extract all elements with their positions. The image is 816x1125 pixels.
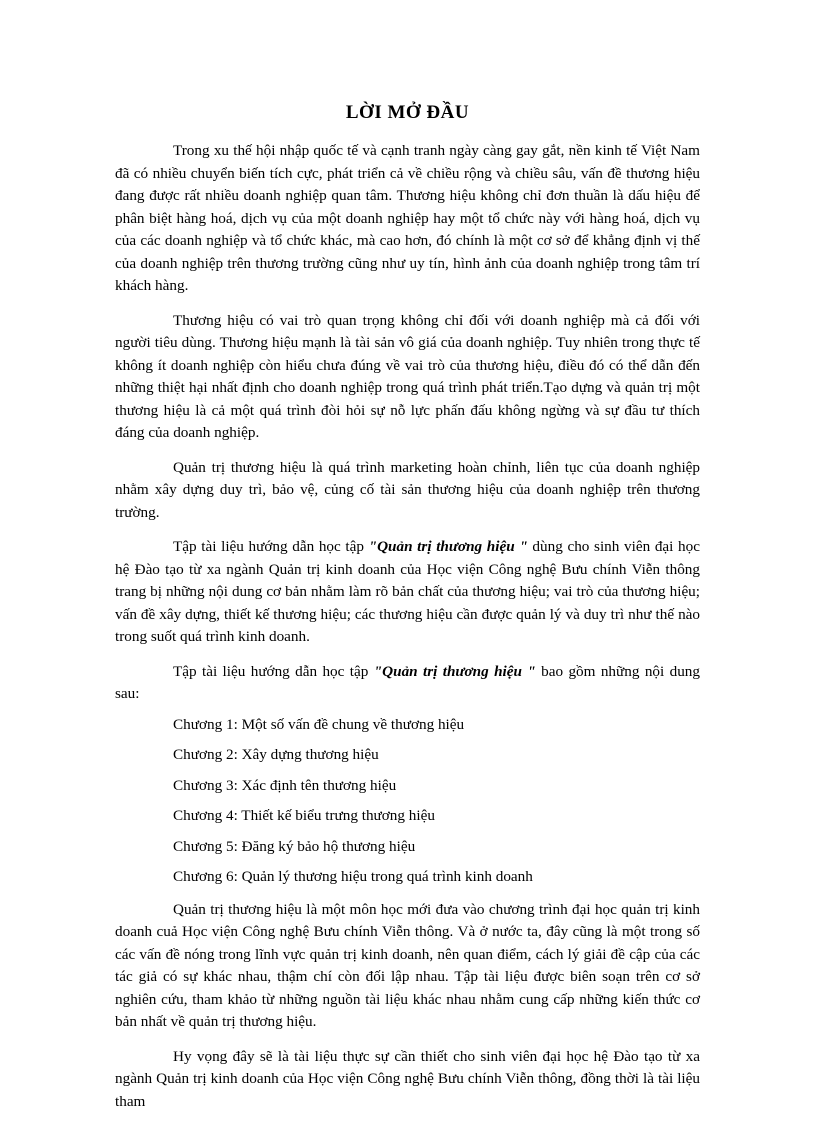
course-purpose-lead: Tập tài liệu hướng dẫn học tập [173, 538, 369, 555]
page-title: LỜI MỞ ĐẦU [345, 102, 470, 123]
chapter-item: Chương 5: Đăng ký bảo hộ thương hiệu [173, 837, 416, 855]
chapter-item: Chương 4: Thiết kế biểu trưng thương hiệu [173, 807, 435, 824]
paragraph-brand-management: Quản trị thương hiệu là quá trình marketing hoàn chỉnh, liên tục của doanh nghiệp nhằm xây dựng duy trì, bảo vệ, củng cố tài sản thương hiệu của doanh nghiệp trên thương trường. [115, 458, 700, 521]
chapter-item: Chương 3: Xác định tên thương hiệu [173, 776, 397, 794]
paragraph-contents-intro [115, 661, 700, 706]
document-body [115, 102, 700, 1125]
course-title-emphasis: "Quản trị thương hiệu " [368, 538, 528, 555]
course-title-emphasis: "Quản trị thương hiệu " [373, 662, 536, 680]
chapter-item: Chương 6: Quản lý thương hiệu trong quá trình kinh doanh [173, 868, 533, 885]
paragraph-hope: Hy vọng đây sẽ là tài liệu thực sự cần thiết cho sinh viên đại học hệ Đào tạo từ xa ngành Quản trị kinh doanh của Học viện Công nghệ Bưu chính Viễn thông, đồng thời là tài liệu tham [115, 1047, 700, 1110]
chapter-item: Chương 2: Xây dựng thương hiệu [173, 746, 379, 763]
paragraph-brand-role: Thương hiệu có vai trò quan trọng không chỉ đối với doanh nghiệp mà cả đối với người tiêu dùng. Thương hiệu mạnh là tài sản vô giá của doanh nghiệp. Tuy nhiên trong thực tế không ít doanh nghiệp còn hiểu chưa đúng về vai trò của thương hiệu, điều đó có thể dẫn đến những thiệt hại nhất định cho doanh nghiệp trong quá trình phát triển.Tạo dựng và quản trị một thương hiệu là cả một quá trình đòi hỏi sự nỗ lực phấn đấu không ngừng và sự đầu tư thích đáng của doanh nghiệp. [115, 311, 700, 441]
paragraph-course-purpose [115, 536, 700, 649]
paragraph-subject-note: Quản trị thương hiệu là một môn học mới đưa vào chương trình đại học quản trị kinh doanh cuả Học viện Công nghệ Bưu chính Viễn thông. Và ở nước ta, đây cũng là một trong số các vấn đề nóng trong lĩnh vực quản trị kinh doanh, nên quan điểm, cách lý giải đề cập của các tác giả có sự khác nhau, thậm chí còn đối lập nhau. Tập tài liệu được biên soạn trên cơ sở nghiên cứu, tham khảo từ những nguồn tài liệu khác nhau nhằm cung cấp những kiến thức cơ bản nhất về quản trị thương hiệu. [115, 900, 700, 1030]
contents-intro-lead: Tập tài liệu hướng dẫn học tập [173, 662, 374, 680]
chapter-item: Chương 1: Một số vấn đề chung về thương hiệu [173, 715, 465, 733]
contents-intro-rest: bao gồm những nội dung sau: [115, 662, 700, 702]
paragraph-intro: Trong xu thế hội nhập quốc tế và cạnh tranh ngày càng gay gắt, nền kinh tế Việt Nam đã có nhiều chuyển biến tích cực, phát triển cả về chiều rộng và chiều sâu, vấn đề thương hiệu đang được rất nhiều doanh nghiệp quan tâm. Thương hiệu không chỉ đơn thuần là dấu hiệu để phân biệt hàng hoá, dịch vụ của một doanh nghiệp hay một tổ chức này với hàng hoá, dịch vụ của các doanh nghiệp và tổ chức khác, mà cao hơn, đó chính là một cơ sở để khẳng định vị thế của doanh nghiệp trên thương trường cũng như uy tín, hình ảnh của doanh nghiệp trong tâm trí khách hàng. [115, 142, 700, 294]
chapter-list [115, 714, 700, 889]
course-purpose-rest: dùng cho sinh viên đại học hệ Đào tạo từ xa ngành Quản trị kinh doanh của Học viện Công nghệ Bưu chính Viễn thông trang bị những nội dung cơ bản nhằm làm rõ bản chất của thương hiệu; vai trò của thương hiệu; vấn đề xây dựng, thiết kế thương hiệu; các thương hiệu cần được quản lý và duy trì như thế nào trong suốt quá trình kinh doanh. [115, 538, 700, 645]
